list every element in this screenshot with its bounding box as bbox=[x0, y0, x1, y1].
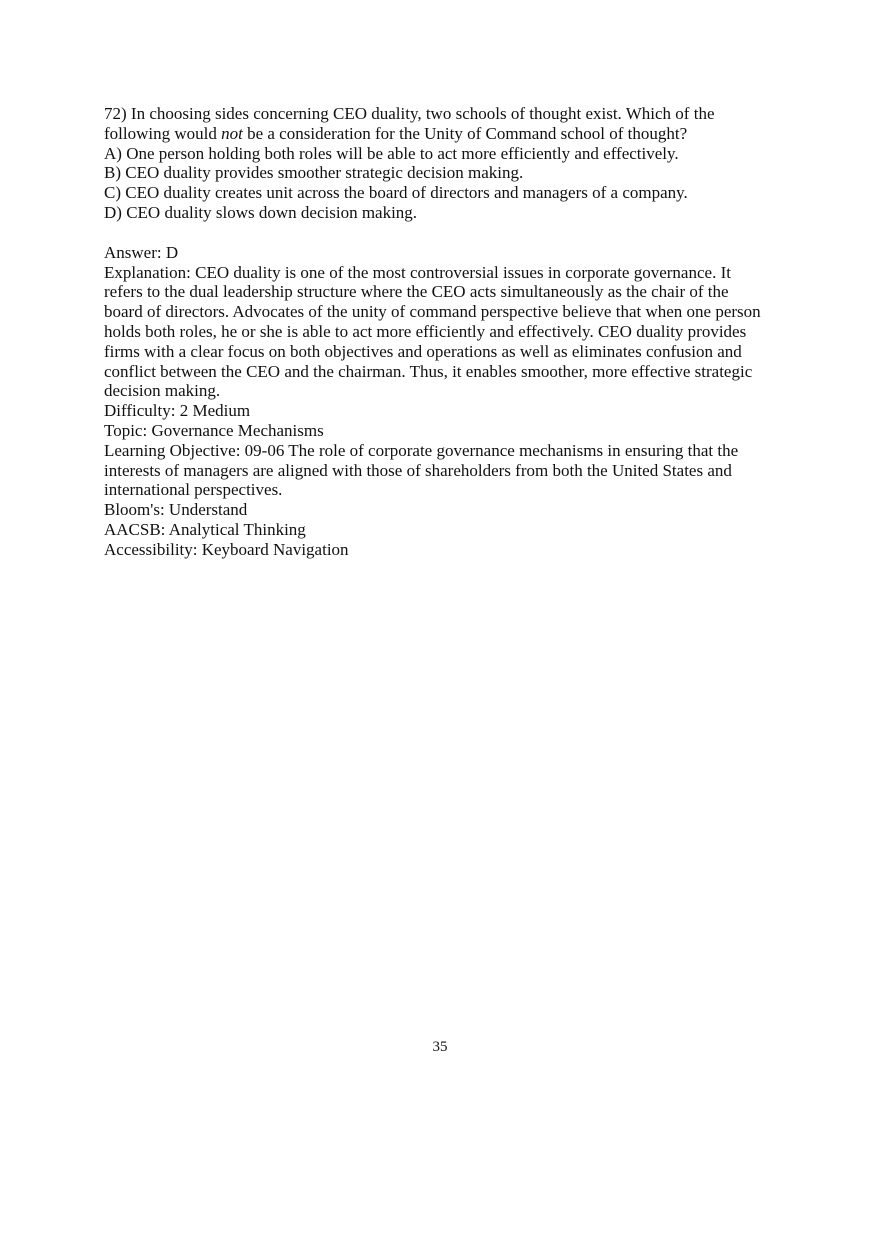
option-c: C) CEO duality creates unit across the board of directors and managers of a company. bbox=[104, 183, 688, 203]
blooms-line: Bloom's: Understand bbox=[104, 500, 248, 520]
question-stem-text-pre: following would bbox=[104, 123, 222, 143]
question-stem-line-2 bbox=[104, 124, 784, 144]
question-block bbox=[104, 104, 784, 223]
question-stem-text-post: be a consideration for the Unity of Command school of thought? bbox=[242, 123, 688, 143]
answer-line: Answer: D bbox=[104, 242, 179, 262]
learning-objective-line: Learning Objective: 09-06 The role of corporate governance mechanisms in ensuring that the bbox=[104, 440, 739, 460]
page-number: 35 bbox=[432, 1039, 448, 1055]
explanation-line: firms with a clear focus on both objectives and operations as well as eliminates confusion and bbox=[104, 341, 742, 361]
explanation-line: decision making. bbox=[104, 381, 221, 401]
topic-line: Topic: Governance Mechanisms bbox=[104, 420, 324, 440]
difficulty-line: Difficulty: 2 Medium bbox=[104, 401, 251, 421]
option-a: A) One person holding both roles will be able to act more efficiently and effectively. bbox=[104, 143, 679, 163]
explanation-line: conflict between the CEO and the chairman. Thus, it enables smoother, more effective strategic bbox=[104, 361, 753, 381]
accessibility-line: Accessibility: Keyboard Navigation bbox=[104, 539, 349, 559]
spacer bbox=[104, 223, 784, 243]
question-stem-line-1: 72) In choosing sides concerning CEO duality, two schools of thought exist. Which of the bbox=[104, 104, 715, 123]
aacsb-line: AACSB: Analytical Thinking bbox=[104, 519, 306, 539]
answer-block bbox=[104, 243, 784, 560]
learning-objective-line: international perspectives. bbox=[104, 480, 283, 500]
option-d: D) CEO duality slows down decision making. bbox=[104, 202, 418, 222]
explanation-line: Explanation: CEO duality is one of the most controversial issues in corporate governance. It bbox=[104, 262, 731, 282]
explanation-line: refers to the dual leadership structure where the CEO acts simultaneously as the chair of the bbox=[104, 282, 729, 302]
document-body bbox=[104, 104, 784, 560]
explanation-line: holds both roles, he or she is able to act more efficiently and effectively. CEO duality provides bbox=[104, 321, 747, 341]
learning-objective-line: interests of managers are aligned with those of shareholders from both the United States and bbox=[104, 460, 732, 480]
option-b: B) CEO duality provides smoother strategic decision making. bbox=[104, 163, 524, 183]
question-stem-emphasis: not bbox=[221, 123, 243, 143]
explanation-line: board of directors. Advocates of the unity of command perspective believe that when one person bbox=[104, 302, 761, 322]
